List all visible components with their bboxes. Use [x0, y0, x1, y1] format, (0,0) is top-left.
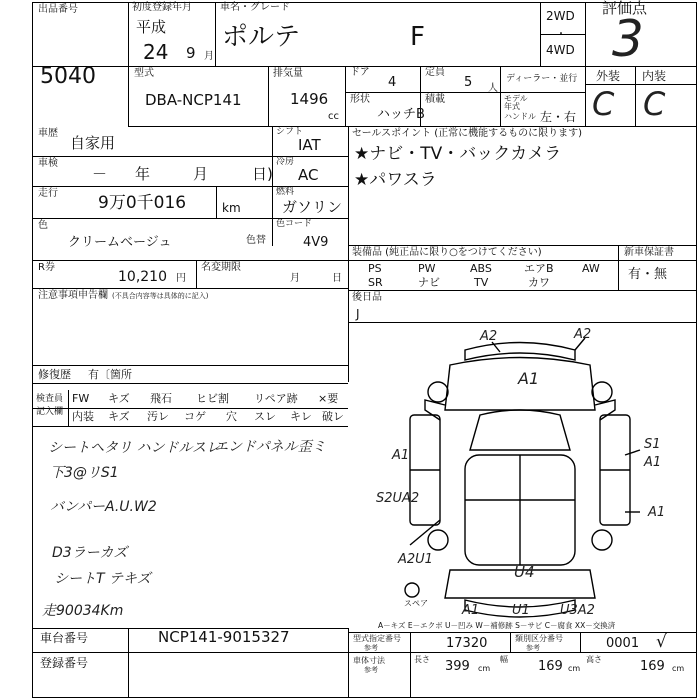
int-wear: スレ [254, 410, 276, 423]
after-label: 後日品 [352, 292, 382, 303]
mark-left-lower: S2UA2 [376, 491, 420, 506]
dims-sub: 参考 [364, 666, 378, 674]
mileage-label: 走行 [38, 188, 58, 199]
car-name: ポルテ [222, 22, 301, 52]
reg-expiry-label: 名変期限 [201, 262, 241, 273]
mark-rear-left: A1 [462, 603, 480, 618]
length-prefix: 長さ [414, 655, 430, 664]
ac: AC [298, 166, 319, 184]
class-number-sub: 参考 [526, 644, 540, 652]
reg-month-unit: 月 [204, 51, 214, 62]
equip-tv: TV [474, 276, 489, 289]
capacity: 5 [464, 75, 473, 90]
era: 平成 [136, 18, 167, 36]
capacity-unit: 人 [488, 83, 498, 94]
type-number-label: 型式指定番号 [353, 634, 401, 643]
handle-label: ハンドル [504, 112, 536, 121]
class-number: 0001 [606, 636, 640, 651]
type-number-sub: 参考 [364, 644, 378, 652]
score-value: 3 [612, 10, 644, 68]
color-label: 色 [38, 220, 48, 231]
recolor-label: 色替 [246, 235, 266, 246]
body-color: クリームベージュ [68, 235, 172, 250]
inspect-label: 車検 [38, 158, 58, 169]
int-burn: コゲ [184, 410, 206, 423]
ext-grade: C [592, 85, 615, 123]
model-label: 型式 [134, 68, 154, 79]
note-line-4: D3ラーカズ [52, 545, 128, 561]
class-number-label: 類別区分番号 [515, 634, 563, 643]
height-unit: cm [672, 664, 685, 673]
fuel: ガソリン [282, 198, 343, 216]
dims-label: 車体寸法 [353, 656, 385, 665]
drive-4wd: 4WD [546, 43, 575, 57]
note-line-5: シートT テキズ [54, 571, 151, 587]
mark-rear: U4 [514, 563, 535, 581]
equip-abs: ABS [470, 262, 492, 275]
notes-label: 注意事項申告欄 [38, 290, 108, 301]
equipment-label: 装備品 (純正品に限り○をつけてください) [352, 247, 542, 258]
body-shape: ハッチB [377, 107, 425, 122]
mileage-unit: km [222, 201, 241, 215]
equip-leather: カワ [528, 276, 550, 289]
car-name-label: 車名・グレード [220, 2, 290, 13]
grade: F [410, 22, 425, 52]
equip-pw: PW [418, 262, 436, 275]
mileage: 9万0千016 [98, 193, 187, 213]
int-scratch: キズ [108, 410, 130, 423]
length-unit: cm [478, 664, 491, 673]
dealer-label: ディーラー・並行 [506, 74, 578, 84]
chassis-label: 車台番号 [40, 631, 89, 645]
mark-rear-right: U3A2 [560, 603, 595, 618]
ext-label: 外装 [596, 69, 621, 83]
width-prefix: 幅 [500, 655, 508, 664]
inspector-label-2: 記入欄 [36, 407, 64, 417]
disp-label: 排気量 [273, 68, 303, 79]
equip-aw: AW [582, 262, 600, 275]
shift: IAT [298, 136, 321, 154]
check-mark: √ [656, 632, 667, 652]
after-mark: J [356, 307, 360, 321]
int-hole: 穴 [226, 410, 237, 423]
r-value: 10,210 [118, 269, 167, 285]
capacity-label: 定員 [425, 67, 445, 78]
chassis-number: NCP141-9015327 [158, 628, 290, 646]
mark-hood: A1 [518, 369, 540, 388]
int-label-row: 内装 [72, 410, 94, 423]
inspect-day: 日) [252, 165, 273, 183]
mark-right-rear: A1 [648, 505, 666, 520]
selling-label: セールスポイント (正常に機能するものに限ります) [352, 128, 583, 139]
int-label: 内装 [642, 69, 667, 83]
shape-label: 形状 [350, 94, 370, 105]
r-unit: 円 [176, 273, 186, 284]
mark-rear-mid: U1 [512, 603, 530, 618]
selling-point-2: ★パワスラ [354, 170, 437, 190]
load-label: 積載 [425, 94, 445, 105]
reg-number-label: 登録番号 [40, 656, 89, 670]
inspect-month: 月 [193, 165, 209, 183]
color-code-label: 色コード [276, 219, 313, 229]
warranty: 有・無 [628, 267, 668, 282]
mark-left-door: A1 [392, 448, 410, 463]
drive-sep: ・ [556, 29, 566, 40]
type-number: 17320 [446, 636, 488, 651]
equip-ps: PS [368, 262, 382, 275]
use-type: 自家用 [70, 134, 116, 152]
handle: 左・右 [540, 110, 577, 124]
r-label: R券 [38, 262, 55, 273]
model-code: DBA-NCP141 [145, 91, 242, 109]
repair-value: 有〔箇所 [88, 368, 132, 381]
ext-fw: FW [72, 392, 90, 405]
equip-airbag: エアB [524, 262, 554, 275]
note-line-1b: エンドパネル歪ミ [214, 439, 326, 455]
warranty-label: 新車保証書 [624, 247, 674, 258]
width-unit: cm [568, 664, 581, 673]
displacement: 1496 [290, 90, 329, 108]
int-tear: 破レ [322, 410, 344, 423]
length-value: 399 [445, 659, 470, 674]
color-code: 4V9 [303, 235, 329, 250]
spare-label: スペア [404, 599, 428, 608]
mark-left-bottom: A2U1 [398, 552, 433, 567]
drive-2wd: 2WD [546, 9, 575, 23]
int-grade: C [643, 85, 666, 123]
reg-month: 9 [186, 44, 196, 62]
score-label: 評価点 [602, 0, 648, 17]
reg-date-label: 初度登録年月 [132, 2, 192, 13]
int-stain: 汚レ [147, 410, 169, 423]
inspect-year: 年 [135, 165, 151, 183]
note-line-1: シートヘタリ ハンドルスレ [48, 440, 221, 456]
lot-label: 出品番号 [38, 4, 78, 15]
model-year-label: モデル年式 [504, 94, 528, 111]
ext-repair: リペア跡 [254, 392, 298, 405]
height-prefix: 高さ [586, 655, 602, 664]
notes-sub: (不具合内容等は具体的に記入) [112, 292, 209, 300]
reg-expiry-month: 月 [290, 273, 300, 284]
mark-front-right: A2 [574, 327, 592, 342]
inspect-dash: － [92, 165, 108, 183]
repair-label: 修復歴 [38, 368, 71, 381]
damage-legend: A－キズ E－エクボ U－凹み W－補修跡 S－サビ C－腐食 XX－交換済 [378, 621, 616, 630]
ext-scratch: キズ [108, 392, 130, 405]
disp-unit: cc [328, 111, 339, 122]
note-line-2: 下3@リS1 [50, 465, 119, 481]
ext-crack: ヒビ割 [196, 392, 229, 405]
equip-navi: ナビ [418, 276, 440, 289]
note-line-3: バンパーA.U.W2 [50, 499, 157, 515]
mark-right-s1: S1 [644, 437, 661, 452]
reg-year: 24 [143, 40, 169, 64]
door-label: ドア [350, 67, 370, 78]
use-label: 車歴 [38, 128, 58, 139]
inspector-label-1: 検査員 [36, 394, 64, 404]
ext-chip: 飛石 [150, 392, 172, 405]
reg-expiry-day: 日 [332, 273, 342, 284]
shift-label: シフト [276, 127, 304, 137]
ext-need: ×要 [318, 392, 339, 405]
width-value: 169 [538, 659, 563, 674]
selling-point-1: ★ナビ・TV・バックカメラ [354, 144, 562, 164]
doors: 4 [388, 75, 397, 90]
height-value: 169 [640, 659, 665, 674]
fuel-label: 燃料 [276, 187, 295, 197]
mark-right-a1: A1 [644, 455, 662, 470]
ac-label: 冷房 [276, 157, 295, 167]
int-cut: キレ [290, 410, 312, 423]
lot-number: 5040 [40, 64, 96, 89]
mark-front-left: A2 [480, 329, 498, 344]
equip-sr: SR [368, 276, 383, 289]
note-line-6: 走90034Km [42, 603, 124, 619]
